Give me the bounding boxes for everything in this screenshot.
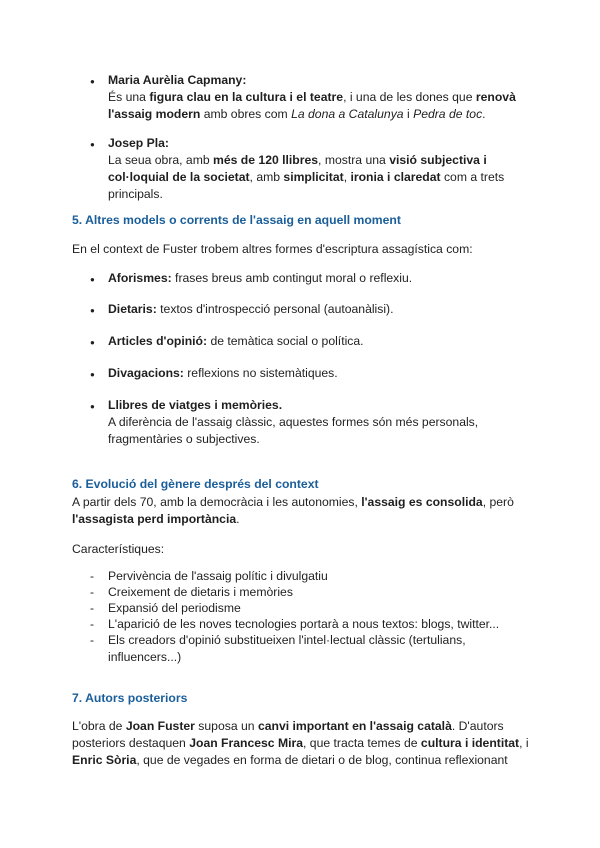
bullet-icon: [90, 270, 100, 288]
list-item: ● Articles d'opinió: de temàtica social o política.: [108, 333, 508, 350]
dash-list-item: - Expansió del periodisme: [90, 601, 241, 615]
section-6-heading: 6. Evolució del gènere després del context: [72, 477, 319, 491]
list-item: ● Aforismes: frases breus amb contingut moral o reflexiu.: [108, 270, 508, 287]
bullet-icon: [90, 135, 100, 153]
bullet-icon: [90, 301, 100, 319]
dash-list-item: - Els creadors d'opinió substitueixen l'intel·lectual clàssic (tertulians, influencers...): [90, 633, 466, 664]
list-item: ● Divagacions: reflexions no sistemàtiques.: [108, 365, 508, 382]
section-6-paragraph: A partir dels 70, amb la democràcia i les autonomies, l'assaig es consolida, però l'assagista perd importància.: [72, 495, 514, 526]
section-5-intro: En el context de Fuster trobem altres formes d'escriptura assagística com:: [72, 242, 473, 256]
bullet-icon: [90, 365, 100, 383]
list-item: ● Dietaris: textos d'introspecció personal (autoanàlisi).: [108, 301, 508, 318]
list-item-capmany: [108, 72, 516, 123]
list-item: ● Llibres de viatges i memòries. A diferència de l'assaig clàssic, aquestes formes són més personals, fragmentàries o subjectives.: [108, 397, 508, 448]
dash-list-item: - Creixement de dietaris i memòries: [90, 585, 293, 599]
capmany-line-1: És una figura clau en la cultura i el teatre, i una de les dones que renovà: [108, 90, 516, 104]
pla-line-3: principals.: [108, 187, 163, 201]
bullet-icon: [90, 397, 100, 415]
bullet-icon: [90, 72, 100, 90]
dash-list-item: - Pervivència de l'assaig polític i divulgatiu: [90, 569, 328, 583]
bullet-icon: [90, 333, 100, 351]
dash-list-item: - L'aparició de les noves tecnologies portarà a nous textos: blogs, twitter...: [90, 617, 500, 631]
author-name: Maria Aurèlia Capmany:: [108, 73, 247, 87]
section-7-heading: 7. Autors posteriors: [72, 691, 188, 705]
author-name: Josep Pla:: [108, 136, 169, 150]
pla-line-1: La seua obra, amb més de 120 llibres, mostra una visió subjectiva i: [108, 153, 487, 167]
capmany-line-2: l'assaig modern amb obres com La dona a Catalunya i Pedra de toc.: [108, 107, 486, 121]
pla-line-2: col·loquial de la societat, amb simplicitat, ironia i claredat com a trets: [108, 170, 505, 184]
list-item-pla: [108, 135, 508, 203]
section-7-paragraph: L'obra de Joan Fuster suposa un canvi important en l'assaig català. D'autors posteriors destaquen Joan Francesc Mira, que tracta temes de cultura i identitat, i Enric Sòria, que de vegades en forma de dietari o de blog, continua reflexionant: [72, 719, 529, 767]
characteristics-label: Característiques:: [72, 542, 165, 556]
section-5-heading: 5. Altres models o corrents de l'assaig en aquell moment: [72, 213, 401, 227]
